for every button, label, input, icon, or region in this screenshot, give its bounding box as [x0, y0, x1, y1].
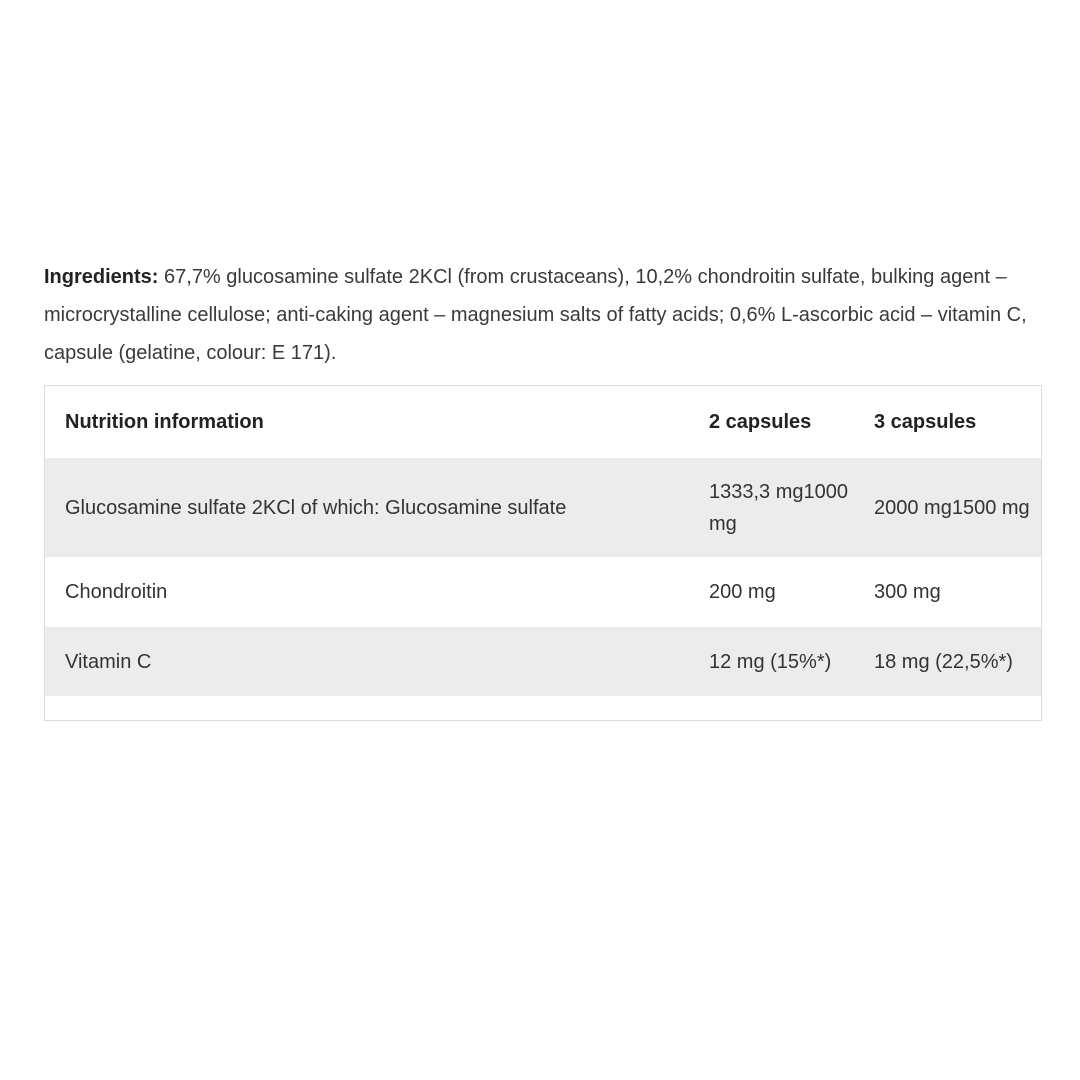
nutrition-table — [45, 386, 1041, 696]
nutrient-name: Glucosamine sulfate 2KCl of which: Glucosamine sulfate — [45, 458, 689, 557]
table-row — [45, 458, 1041, 557]
ingredients-paragraph — [44, 258, 1044, 372]
nutrient-name: Chondroitin — [65, 581, 168, 603]
nutrition-table-container — [44, 385, 1042, 721]
amount-2-capsules: 12 mg (15%*) — [689, 627, 854, 696]
header-2-capsules: 2 capsules — [709, 411, 812, 433]
table-row — [45, 627, 1041, 696]
header-nutrition-information: Nutrition information — [65, 411, 264, 433]
amount-2-capsules: 1333,3 mg1000 mg — [689, 458, 854, 557]
amount-3-capsules: 18 mg (22,5%*) — [854, 627, 1041, 696]
ingredients-label: Ingredients: — [44, 266, 159, 288]
amount-2-capsules: 200 mg — [709, 581, 776, 603]
ingredients-text: 67,7% glucosamine sulfate 2KCl (from crustaceans), 10,2% chondroitin sulfate, bulking agent – microcrystalline cellulose; anti-caking agent – magnesium salts of fatty acids; 0,6% L-ascorbic acid – vitamin C, capsule (gelatine, colour: E 171). — [44, 266, 1027, 364]
table-row — [45, 557, 1041, 627]
amount-3-capsules: 300 mg — [874, 581, 941, 603]
nutrient-name: Vitamin C — [45, 627, 689, 696]
amount-3-capsules: 2000 mg1500 mg — [854, 458, 1041, 557]
table-header-row — [45, 386, 1041, 458]
header-3-capsules: 3 capsules — [874, 411, 977, 433]
